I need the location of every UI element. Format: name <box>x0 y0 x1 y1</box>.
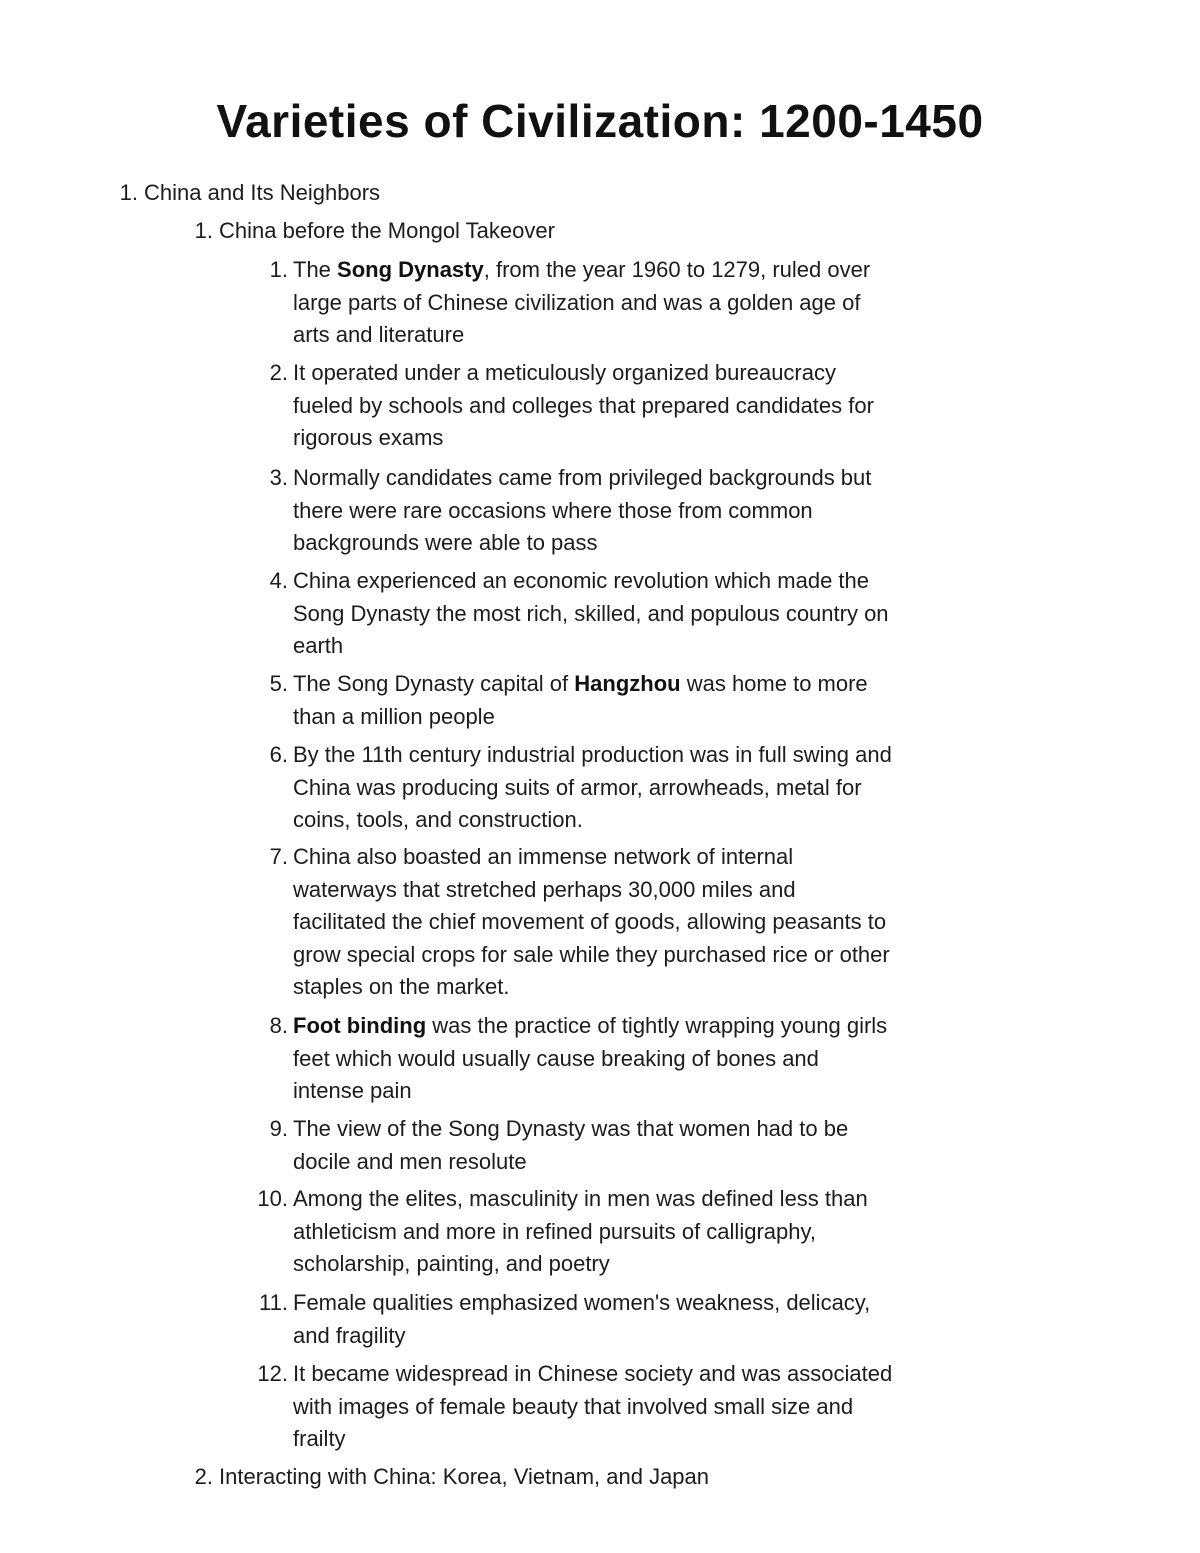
subsection-heading: China before the Mongol Takeover <box>219 218 555 243</box>
list-item-text: It operated under a meticulously organized bureaucracy fueled by schools and colleges that prepared candidates for rigorous exams <box>293 360 874 450</box>
list-number: 7. <box>269 844 288 869</box>
list-number: 1. <box>269 257 288 282</box>
list-item-text: China also boasted an immense network of internal waterways that stretched perhaps 30,000 miles and facilitated the chief movement of goods, allowing peasants to grow special crops for sale while they purchased rice or other staples on the market. <box>293 844 890 999</box>
list-item-text: Foot binding was the practice of tightly wrapping young girls feet which would usually cause breaking of bones and intense pain <box>293 1013 888 1103</box>
list-item-text: The view of the Song Dynasty was that women had to be docile and men resolute <box>293 1116 849 1174</box>
list-number: 12. <box>257 1361 288 1386</box>
list-number: 4. <box>269 568 288 593</box>
list-number: 9. <box>269 1116 288 1141</box>
list-number: 1. <box>119 180 138 205</box>
document-title: Varieties of Civilization: 1200-1450 <box>216 95 984 147</box>
subsection-heading: Interacting with China: Korea, Vietnam, and Japan <box>219 1464 710 1489</box>
list-number: 5. <box>269 671 288 696</box>
list-number: 6. <box>269 742 288 767</box>
list-item-text: The Song Dynasty, from the year 1960 to 1279, ruled over large parts of Chinese civilization and was a golden age of arts and literature <box>293 257 871 347</box>
list-number: 2. <box>194 1464 213 1489</box>
list-item-text: Normally candidates came from privileged backgrounds but there were rare occasions where those from common backgrounds were able to pass <box>293 465 872 555</box>
list-item-text: Among the elites, masculinity in men was defined less than athleticism and more in refined pursuits of calligraphy, scholarship, painting, and poetry <box>293 1186 868 1276</box>
bold-term: Hangzhou <box>574 671 681 696</box>
list-item-text: China experienced an economic revolution which made the Song Dynasty the most rich, skilled, and populous country on earth <box>293 568 889 658</box>
list-item-text: Female qualities emphasized women's weakness, delicacy, and fragility <box>293 1290 871 1348</box>
list-number: 1. <box>194 218 213 243</box>
list-item-text: The Song Dynasty capital of Hangzhou was home to more than a million people <box>293 671 868 729</box>
bold-term: Song Dynasty <box>337 257 484 282</box>
list-number: 8. <box>269 1013 288 1038</box>
list-number: 3. <box>269 465 288 490</box>
list-number: 11. <box>259 1290 288 1315</box>
list-number: 10. <box>257 1186 288 1211</box>
bold-term: Foot binding <box>293 1013 427 1038</box>
list-number: 2. <box>269 360 288 385</box>
section-heading: China and Its Neighbors <box>144 180 381 205</box>
list-item-text: By the 11th century industrial production was in full swing and China was producing suits of armor, arrowheads, metal for coins, tools, and construction. <box>293 742 892 832</box>
list-item-text: It became widespread in Chinese society and was associated with images of female beauty that involved small size and frailty <box>293 1361 893 1451</box>
